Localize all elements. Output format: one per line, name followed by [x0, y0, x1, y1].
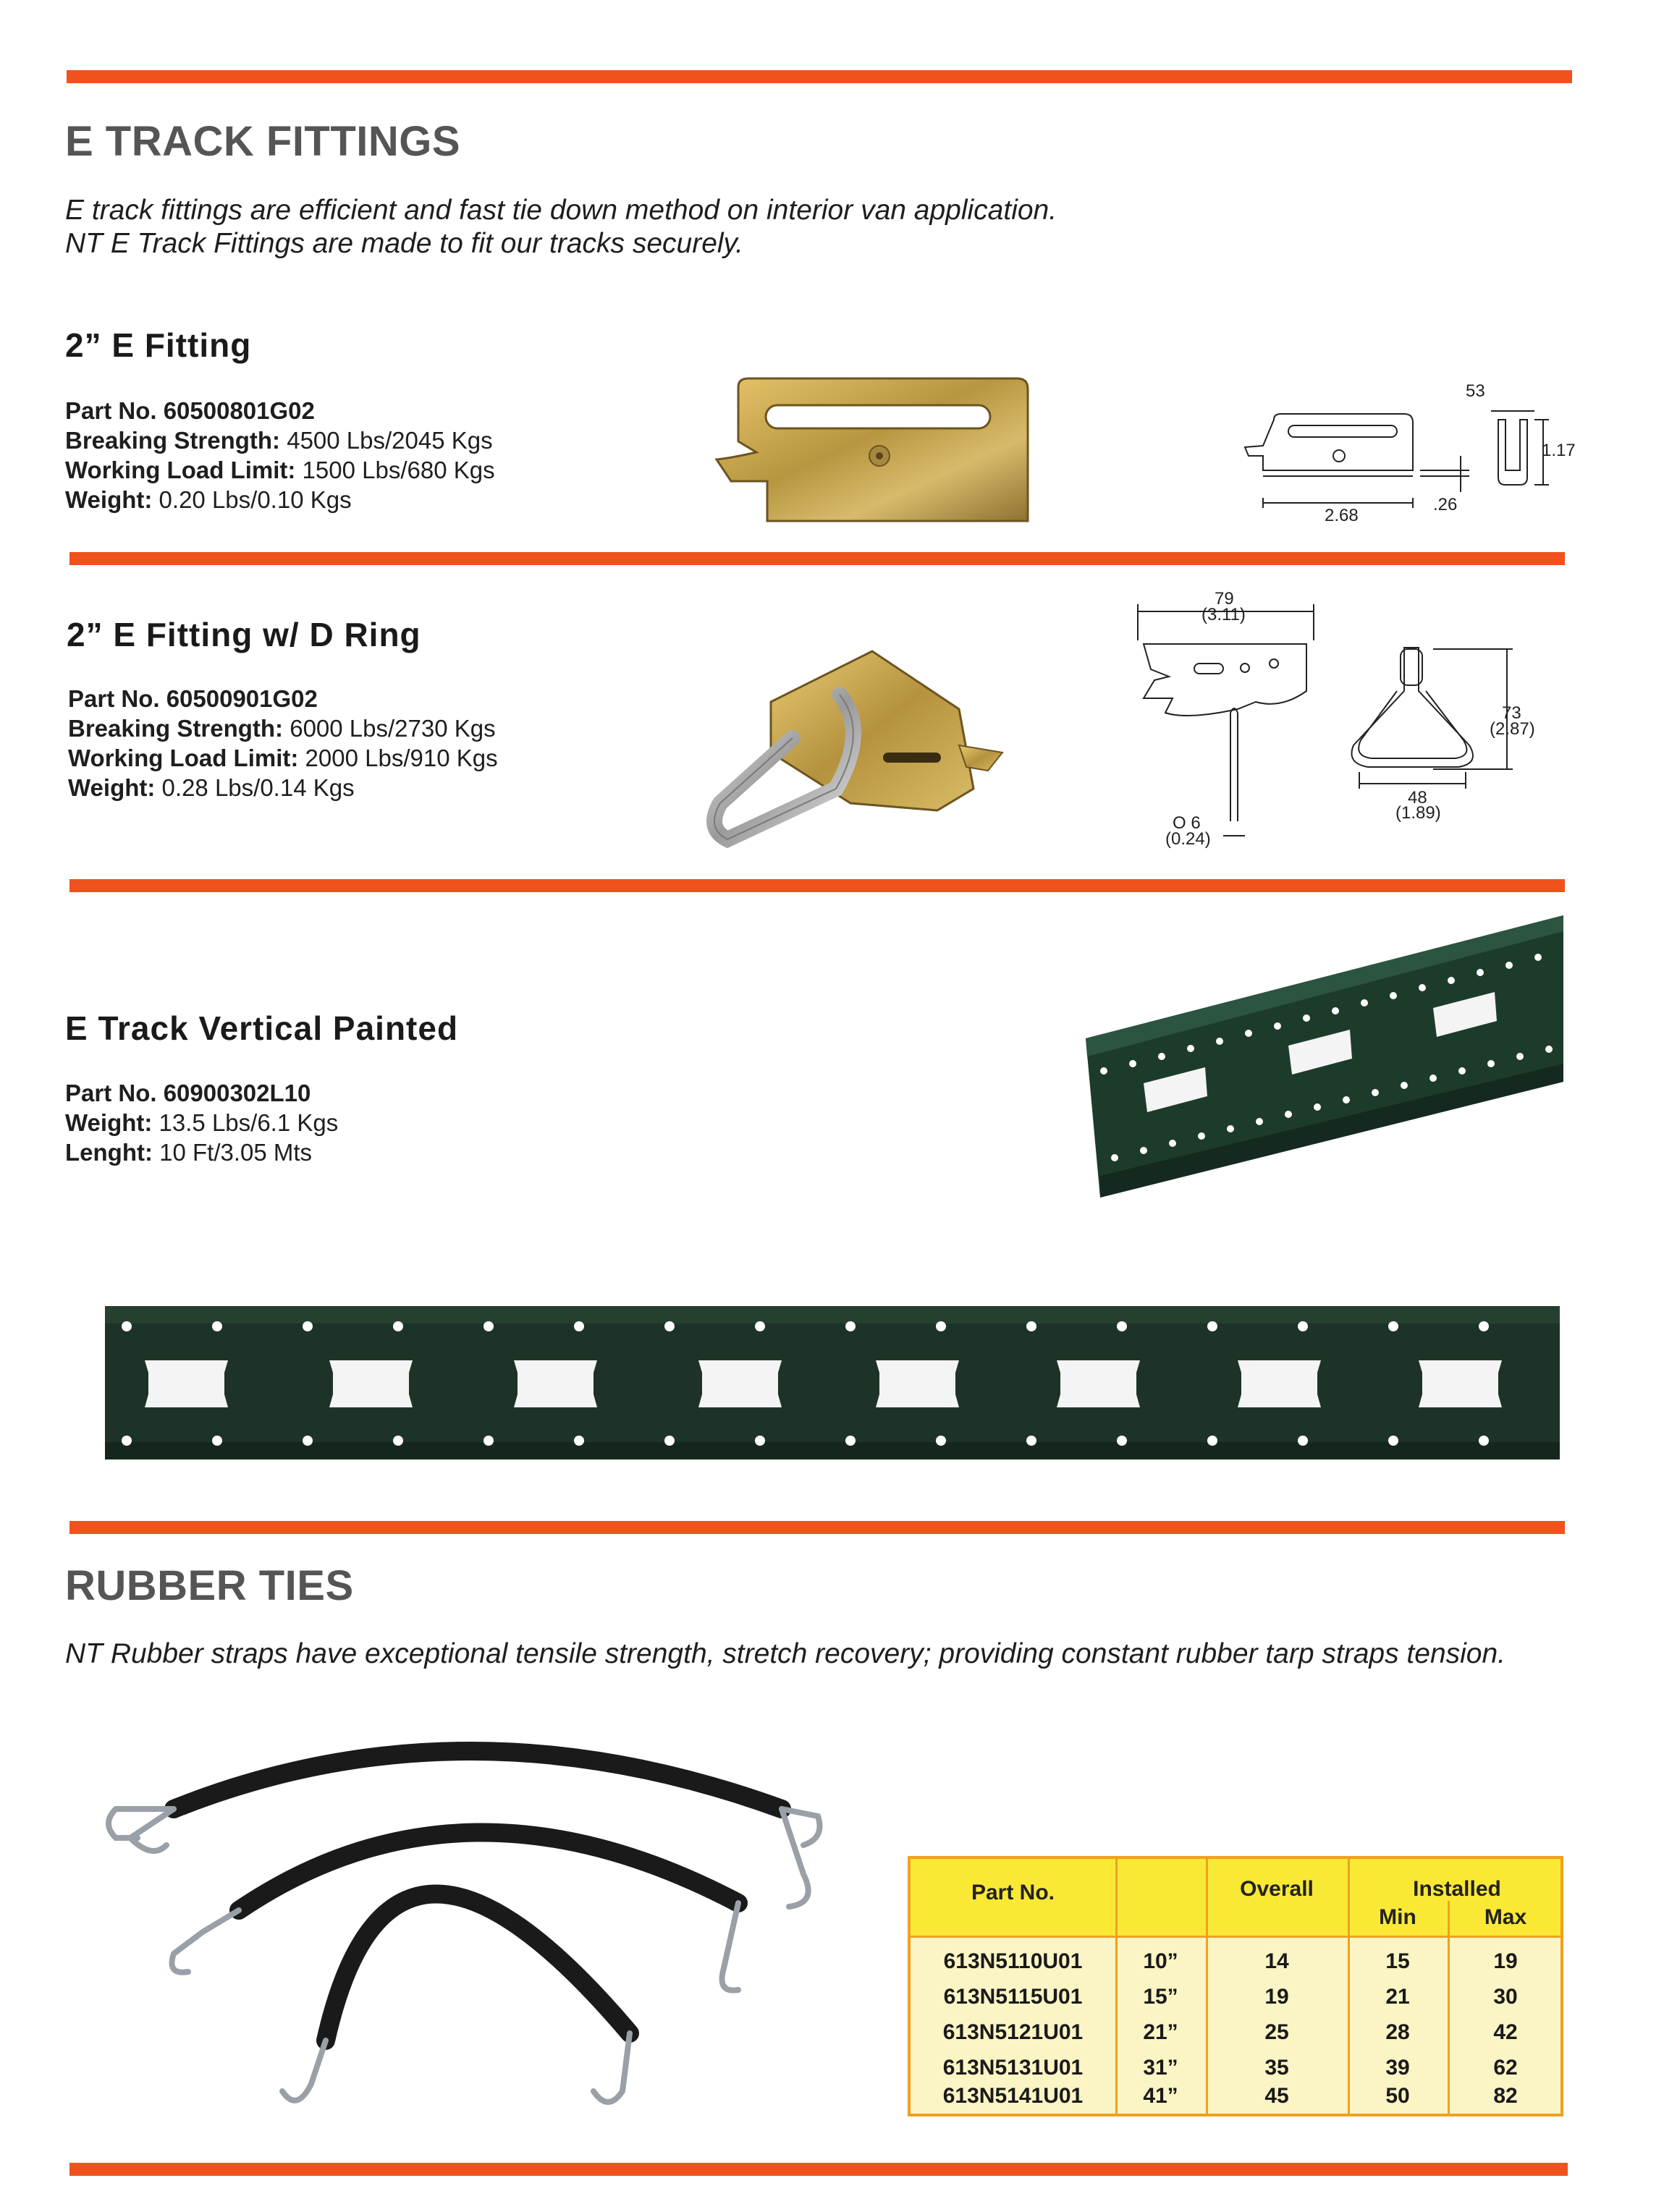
length-value: 10 Ft/3.05 Mts [152, 1139, 313, 1166]
cell-min: 28 [1385, 2020, 1410, 2044]
header-min: Min [1379, 1905, 1416, 1929]
breaking-strength-value: 6000 Lbs/2730 Kgs [283, 715, 496, 742]
dim-width-label: 53 [1466, 381, 1485, 401]
cell-overall: 14 [1264, 1949, 1289, 1973]
header-installed: Installed [1413, 1877, 1501, 1901]
section-intro-etrack [65, 194, 1057, 260]
divider-rule-1 [69, 552, 1565, 565]
product-specs-e-fitting-d-ring [68, 684, 498, 802]
e-track-horizontal-photo [105, 1306, 1560, 1459]
cell-overall: 25 [1264, 2020, 1289, 2044]
cell-size: 15” [1143, 1985, 1178, 2009]
weight-value: 0.28 Lbs/0.14 Kgs [155, 774, 355, 801]
product-title-e-fitting: 2” E Fitting [65, 326, 252, 364]
cell-size: 10” [1143, 1949, 1178, 1973]
dim-height-inch-label: (2.87) [1490, 719, 1535, 739]
e-fitting-d-ring-photo [684, 644, 1021, 854]
weight-label: Weight: [68, 774, 156, 801]
weight-value: 13.5 Lbs/6.1 Kgs [152, 1109, 339, 1136]
e-fitting-dimension-drawing [1230, 376, 1576, 528]
intro-line-1: E track fittings are efficient and fast tie down method on interior van application. [65, 195, 1057, 226]
cell-size: 21” [1143, 2020, 1178, 2044]
divider-rule-2 [69, 879, 1565, 892]
part-number: Part No. 60500901G02 [68, 685, 318, 712]
cell-overall: 35 [1264, 2056, 1289, 2080]
weight-label: Weight: [65, 486, 153, 513]
cell-max: 42 [1493, 2020, 1518, 2044]
divider-rule-3 [69, 1521, 1565, 1534]
cell-part: 613N5141U01 [942, 2084, 1084, 2108]
breaking-strength [65, 425, 495, 455]
cell-max: 30 [1493, 1985, 1518, 2009]
breaking-strength-label: Breaking Strength: [68, 715, 284, 742]
dim-rod-label: O 6 [1173, 813, 1201, 833]
cell-min: 21 [1385, 1985, 1410, 2009]
dim-ring-label: 48 [1408, 788, 1427, 808]
cell-overall: 45 [1264, 2084, 1289, 2108]
wll-value: 2000 Lbs/910 Kgs [298, 745, 498, 771]
e-fitting-d-ring-dimension-drawing [1129, 582, 1563, 850]
divider-rule-top [67, 70, 1572, 83]
product-title-e-fitting-d-ring: 2” E Fitting w/ D Ring [67, 616, 421, 653]
cell-part: 613N5110U01 [943, 1949, 1083, 1973]
dim-height-label: 73 [1502, 703, 1521, 723]
intro-line-2: NT E Track Fittings are made to fit our tracks securely. [65, 228, 743, 259]
header-overall: Overall [1240, 1877, 1314, 1901]
dim-rod-inch-label: (0.24) [1165, 829, 1211, 849]
weight [65, 485, 495, 514]
section-title-rubber-ties: RUBBER TIES [65, 1562, 354, 1609]
e-fitting-photo [688, 373, 1035, 528]
working-load-limit [68, 743, 498, 773]
cell-part: 613N5121U01 [942, 2020, 1084, 2044]
cell-size: 41” [1143, 2084, 1178, 2108]
length [65, 1137, 338, 1167]
dim-width-label: 79 [1215, 589, 1234, 609]
breaking-strength-label: Breaking Strength: [65, 427, 281, 454]
cell-overall: 19 [1264, 1985, 1289, 2009]
rubber-straps-photo [87, 1715, 832, 2127]
weight-label: Weight: [65, 1109, 153, 1136]
part-number: Part No. 60900302L10 [65, 1080, 311, 1106]
cell-max: 62 [1493, 2056, 1518, 2080]
header-part-no: Part No. [971, 1881, 1055, 1904]
dim-length-label: 2.68 [1325, 506, 1359, 525]
weight [65, 1108, 338, 1137]
dim-thickness-label: .26 [1433, 495, 1458, 514]
length-label: Lenght: [65, 1139, 153, 1166]
dim-height-label: 1.17 [1542, 441, 1576, 460]
cell-size: 31” [1143, 2056, 1178, 2080]
cell-min: 50 [1385, 2084, 1410, 2108]
product-specs-e-track-vertical [65, 1078, 338, 1167]
product-title-e-track-vertical: E Track Vertical Painted [65, 1009, 459, 1047]
cell-min: 39 [1385, 2056, 1410, 2080]
breaking-strength [68, 713, 498, 743]
cell-part: 613N5131U01 [942, 2056, 1084, 2080]
cell-max: 82 [1493, 2084, 1518, 2108]
wll-label: Working Load Limit: [68, 745, 299, 771]
e-track-vertical-photo [1078, 915, 1571, 1198]
table-header-divider [911, 1936, 1560, 1938]
cell-min: 15 [1385, 1949, 1410, 1973]
rubber-ties-table [908, 1856, 1563, 2116]
section-title-etrack: E TRACK FITTINGS [65, 118, 461, 165]
part-number: Part No. 60500801G02 [65, 397, 315, 424]
working-load-limit [65, 455, 495, 485]
weight [68, 773, 498, 802]
product-specs-e-fitting [65, 396, 495, 514]
header-max: Max [1484, 1905, 1527, 1929]
divider-rule-bottom [69, 2163, 1568, 2176]
cell-part: 613N5115U01 [943, 1985, 1083, 2009]
wll-value: 1500 Lbs/680 Kgs [295, 457, 495, 483]
wll-label: Working Load Limit: [65, 457, 296, 483]
dim-width-inch-label: (3.11) [1201, 605, 1246, 624]
dim-ring-inch-label: (1.89) [1395, 803, 1441, 823]
cell-max: 19 [1493, 1949, 1518, 1973]
weight-value: 0.20 Lbs/0.10 Kgs [152, 486, 352, 513]
breaking-strength-value: 4500 Lbs/2045 Kgs [280, 427, 493, 454]
section-intro-rubber-ties: NT Rubber straps have exceptional tensile strength, stretch recovery; providing constant rubber tarp straps tension. [65, 1638, 1506, 1669]
